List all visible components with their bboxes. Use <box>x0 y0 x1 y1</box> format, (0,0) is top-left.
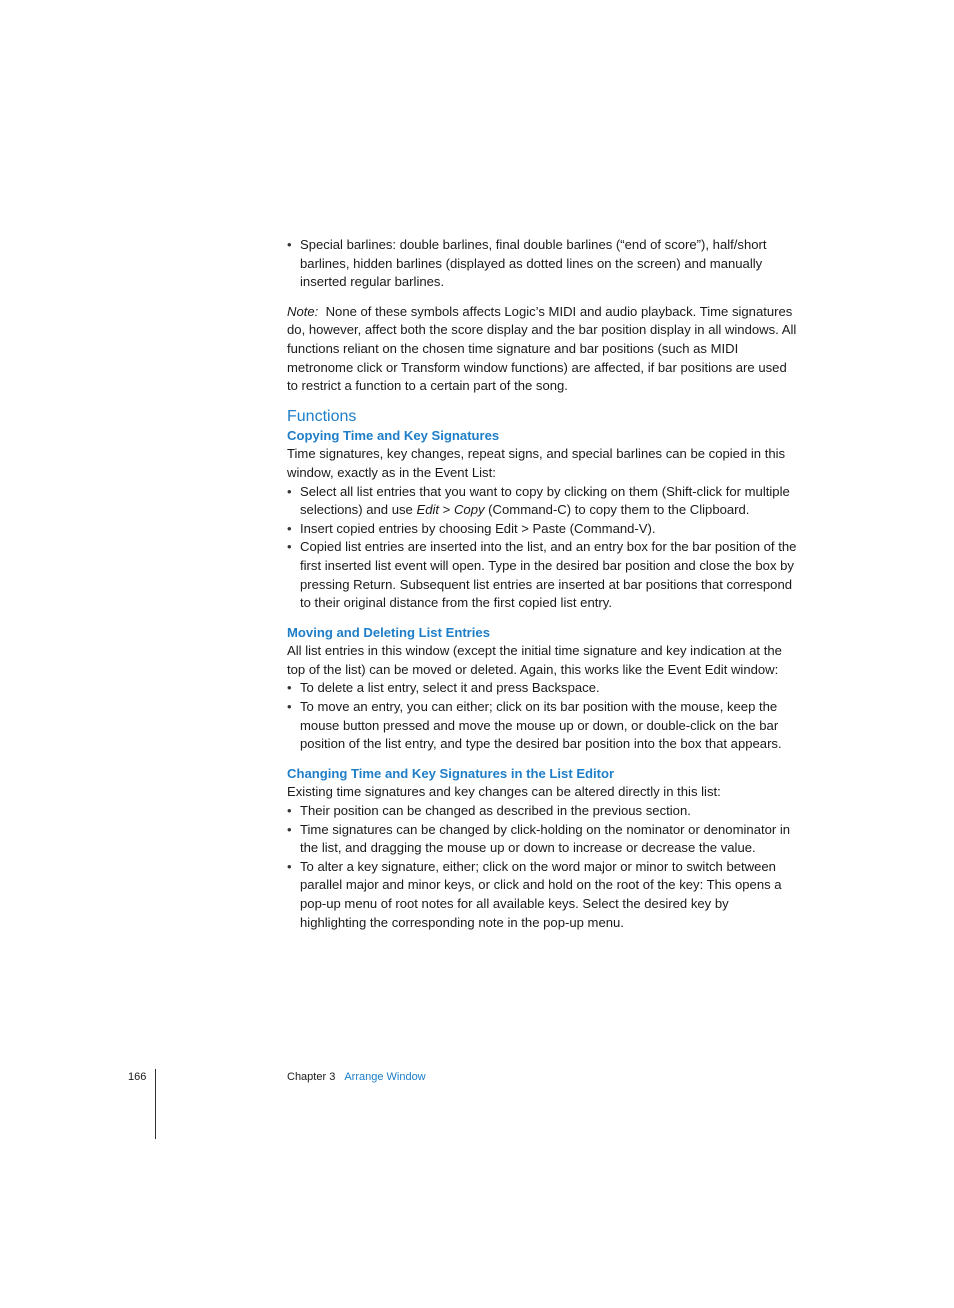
intro-bullet-list <box>287 236 797 292</box>
list-item <box>287 483 797 520</box>
subheading-copying: Copying Time and Key Signatures <box>287 427 500 443</box>
chapter-label: Chapter 3 <box>287 1071 336 1083</box>
moving-intro: All list entries in this window (except the initial time signature and key indication at the top of the list) can be moved or deleted. Again, this works like the Event Edit window: <box>287 643 782 677</box>
list-item: • To delete a list entry, select it and press Backspace. <box>287 679 797 698</box>
running-footer <box>287 1070 426 1085</box>
copying-bullet-list <box>287 483 797 613</box>
list-item: • Copied list entries are inserted into the list, and an entry box for the bar position of the first inserted list event will open. Type in the desired bar position and close the box by pressing Return. Subsequent list entries are inserted at bar positions that correspond to their original distance from the first copied list entry. <box>287 538 797 612</box>
bullet-text: Select all list entries that you want to copy by clicking on them (Shift-click for multiple selections) and use <box>300 483 790 518</box>
menu-path-edit: Edit <box>416 502 440 518</box>
list-item: • To move an entry, you can either; click on its bar position with the mouse, keep the mouse button pressed and move the mouse up or down, or double-click on the bar position of the list entry, and type the desired bar position into the box that appears. <box>287 698 797 754</box>
menu-path-copy: Copy <box>453 502 485 518</box>
copying-intro: Time signatures, key changes, repeat signs, and special barlines can be copied in this window, exactly as in the Event List: <box>287 446 786 480</box>
list-item: • Special barlines: double barlines, final double barlines (“end of score”), half/short barlines, hidden barlines (displayed as dotted lines on the screen) and manually inserted regular barlines. <box>287 236 797 292</box>
page-body <box>287 236 797 932</box>
changing-intro: Existing time signatures and key changes can be altered directly in this list: <box>287 784 721 800</box>
page-number: 166 <box>128 1071 147 1083</box>
subheading-moving: Moving and Deleting List Entries <box>287 624 490 640</box>
footer-divider <box>155 1069 156 1139</box>
list-item: • Insert copied entries by choosing Edit > Paste (Command-V). <box>287 520 797 539</box>
section-heading: Functions <box>287 407 357 425</box>
changing-bullet-list <box>287 802 797 932</box>
subheading-changing: Changing Time and Key Signatures in the List Editor <box>287 765 615 781</box>
list-item: • Their position can be changed as described in the previous section. <box>287 802 797 821</box>
note-text: None of these symbols affects Logic’s MIDI and audio playback. Time signatures do, however, affect both the score display and the bar position display in all windows. All functions reliant on the chosen time signature and bar positions (such as MIDI metronome click or Transform window functions) are affected, if bar positions are used to restrict a function to a certain part of the song. <box>287 303 797 394</box>
chapter-title: Arrange Window <box>344 1071 426 1083</box>
list-item: • To alter a key signature, either; click on the word major or minor to switch between parallel major and minor keys, or click and hold on the root of the key: This opens a pop-up menu of root notes for all available keys. Select the desired key by highlighting the corresponding note in the pop-up menu. <box>287 858 797 932</box>
moving-bullet-list <box>287 679 797 753</box>
list-item: • Time signatures can be changed by click-holding on the nominator or denominator in the list, and dragging the mouse up or down to increase or decrease the value. <box>287 821 797 858</box>
note-paragraph <box>287 303 797 396</box>
menu-path-separator: > <box>439 502 454 518</box>
bullet-text: (Command-C) to copy them to the Clipboard. <box>484 502 750 518</box>
note-label: Note: <box>287 303 319 319</box>
